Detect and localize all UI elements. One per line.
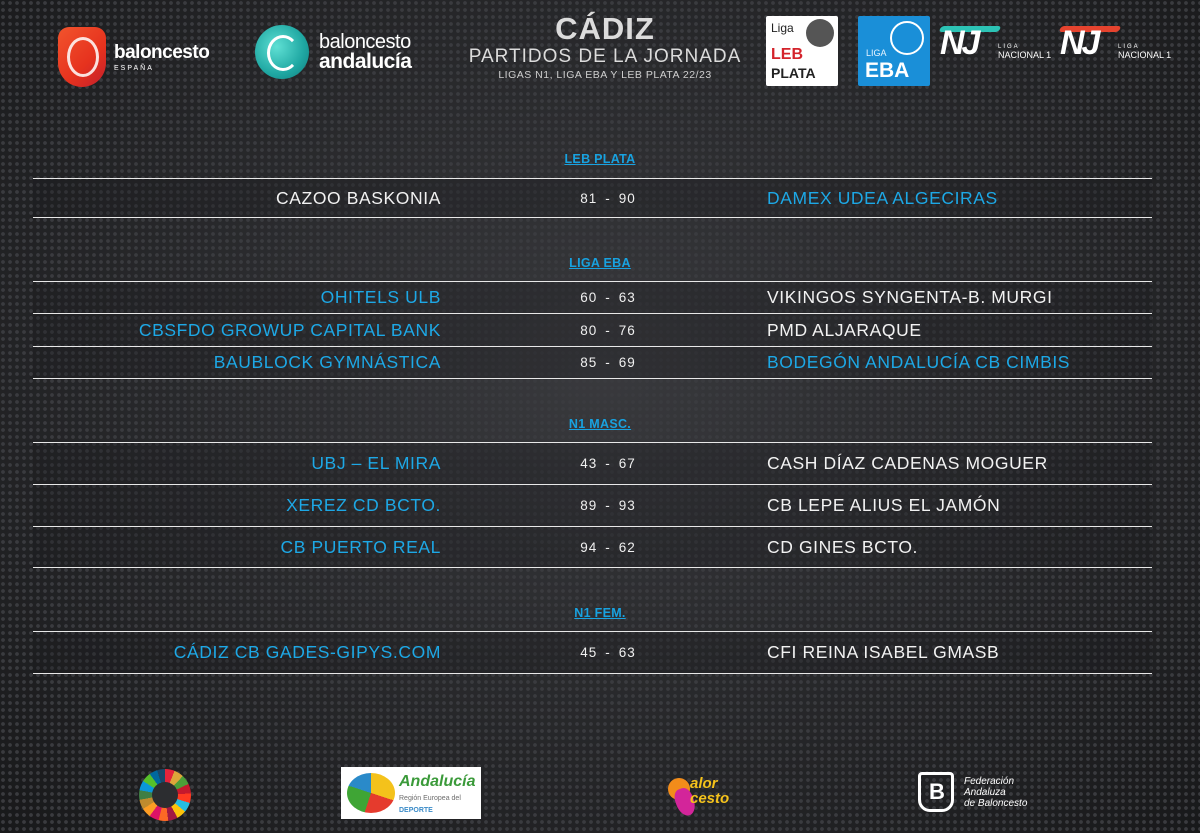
score-separator: - [605,456,611,471]
score-separator: - [605,190,611,206]
match-score [538,347,678,378]
basketball-icon [806,19,834,47]
score-separator: - [605,322,611,338]
score-away: 76 [618,322,636,338]
section-title-n1-fem [0,604,1200,622]
match-score [538,314,678,346]
federacion-logo-name: baloncesto [114,42,210,63]
basketball-swirl-icon [255,25,309,79]
home-team: UBJ – EL MIRA [311,453,441,473]
match-row [33,484,1152,527]
page-subtitle: PARTIDOS DE LA JORNADA [468,46,742,67]
leb-logo-line1: Liga [771,21,794,35]
match-score [538,443,678,484]
nacional1-logo-teal [940,20,1058,76]
nacional1-logo-red [1060,20,1178,76]
sdg-wheel-logo [139,769,191,821]
score-home: 85 [580,355,598,370]
nacional1-label: LIGA [1118,44,1140,50]
match-score [538,282,678,313]
match-row [33,526,1152,568]
baloncesto-andalucia-logo [255,22,435,82]
fab-shield-icon [918,772,954,812]
valor-cesto-logo [666,768,746,818]
header-title-block [440,12,770,82]
section-title-text: N1 FEM. [574,606,626,620]
section-title-text: LEB PLATA [564,152,636,166]
match-row [33,346,1152,379]
match-row [33,313,1152,347]
section-title-liga-eba [0,254,1200,272]
nacional1-name: NACIONAL 1 [1118,50,1172,60]
section-title-n1-masc [0,415,1200,433]
score-separator: - [605,645,611,660]
away-team: CASH DÍAZ CADENAS MOGUER [767,453,1048,473]
home-team: OHITELS ULB [320,287,441,307]
score-separator: - [605,539,611,555]
match-row [33,281,1152,314]
page-title: CÁDIZ [555,11,655,46]
andalucia-footer-line3: DEPORTE [399,807,433,814]
score-home: 94 [580,539,598,555]
basketball-outline-icon [890,21,924,55]
home-team: CBSFDO GROWUP CAPITAL BANK [138,319,441,340]
andalucia-region-europea-logo [341,767,481,819]
away-team: CD GINES BCTO. [767,536,919,557]
score-away: 63 [618,290,636,305]
section-title-text: N1 MASC. [568,417,632,431]
match-score [538,527,678,567]
valor-cesto-text: alor cesto [690,775,730,807]
nacional1-name: NACIONAL 1 [998,50,1052,60]
andalucia-footer-line2: Región Europea del [399,795,461,802]
fab-text [964,776,1027,809]
match-score [538,485,678,526]
match-row [33,442,1152,485]
nacional1-mark: NJ [940,24,978,62]
away-team: BODEGÓN ANDALUCÍA CB CIMBIS [767,352,1071,372]
score-home: 43 [580,456,598,471]
home-team: CB PUERTO REAL [280,536,441,557]
home-team: CAZOO BASKONIA [276,187,441,208]
match-row [33,178,1152,218]
away-team: CB LEPE ALIUS EL JAMÓN [767,495,1001,515]
liga-eba-logo [858,16,930,86]
away-team: DAMEX UDEA ALGECIRAS [767,187,998,208]
section-title-leb-plata [0,150,1200,168]
federacion-logo-tag: ESPAÑA [114,65,154,72]
score-separator: - [605,498,611,513]
home-team: CÁDIZ CB GADES-GIPYS.COM [173,642,441,662]
eba-logo-line2: EBA [865,59,910,82]
federacion-espanola-logo [58,22,228,92]
andalucia-footer-line1: Andalucía [399,773,476,790]
score-away: 67 [618,456,636,471]
federacion-andaluza-logo [918,770,1048,816]
score-home: 45 [580,645,598,660]
andalucia-logo-line2: andalucía [319,50,412,73]
score-away: 93 [618,498,636,513]
match-score [538,632,678,673]
away-team: VIKINGOS SYNGENTA-B. MURGI [767,287,1053,307]
score-home: 81 [580,190,598,206]
score-home: 80 [580,322,598,338]
home-team: XEREZ CD BCTO. [286,495,441,515]
leagues-line: LIGAS N1, LIGA EBA Y LEB PLATA 22/23 [498,69,712,81]
eba-logo-line1: LIGA [866,48,887,58]
fab-line2: Andaluza [964,787,1006,798]
nacional1-label: LIGA [998,44,1020,50]
leb-logo-line3: PLATA [771,65,816,81]
andalucia-color-mark-icon [347,773,395,813]
score-separator: - [605,290,611,305]
fab-line1: Federación [964,776,1015,787]
leb-logo-line2: LEB [771,46,803,63]
leb-plata-logo [766,16,838,86]
match-row [33,631,1152,674]
score-separator: - [605,355,611,370]
score-home: 60 [580,290,598,305]
match-score [538,179,678,217]
section-title-text: LIGA EBA [569,256,631,270]
basketball-shield-icon [58,27,106,87]
score-away: 62 [618,539,636,555]
fab-line3: de Baloncesto [964,798,1028,809]
home-team: BAUBLOCK GYMNÁSTICA [213,352,441,372]
score-away: 63 [618,645,636,660]
score-away: 90 [618,190,636,206]
away-team: PMD ALJARAQUE [767,319,922,340]
score-away: 69 [618,355,636,370]
nacional1-mark: NJ [1060,24,1098,62]
score-home: 89 [580,498,598,513]
andalucia-logo-line1: baloncesto [319,31,411,53]
away-team: CFI REINA ISABEL GMASB [767,642,1000,662]
